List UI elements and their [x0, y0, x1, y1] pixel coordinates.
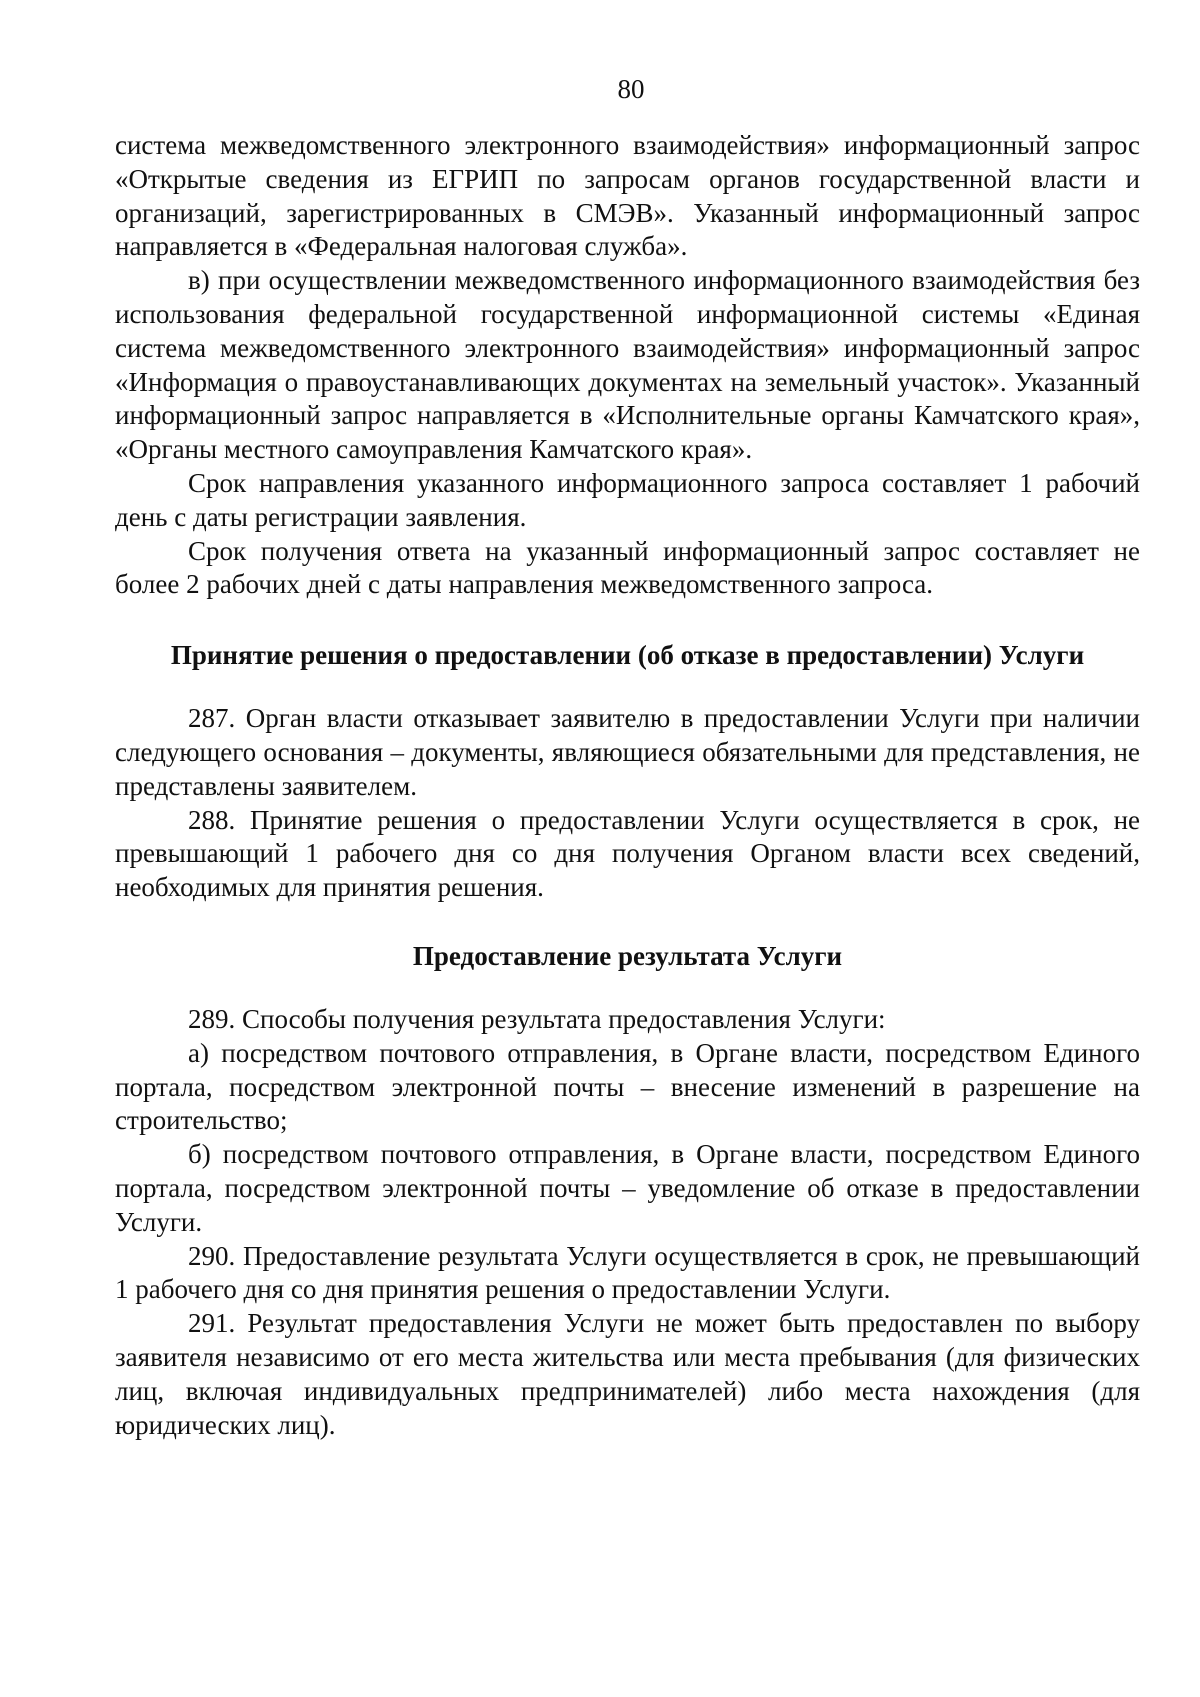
paragraph-289-b: б) посредством почтового отправления, в Органе власти, посредством Единого портала, посредством электронной почты – уведомление об отказе в предоставлении Услуги. — [115, 1139, 1140, 1237]
paragraph-289: 289. Способы получения результата предоставления Услуги: — [188, 1003, 886, 1034]
paragraph-item-v: в) при осуществлении межведомственного информационного взаимодействия без использования федеральной государственной информационной системы «Единая система межведомственного электронного взаимодействия» информационный запрос «Информация о правоустанавливающих документах на земельный участок». Указанный информационный запрос направляется в «Исполнительные органы Камчатского края», «Органы местного самоуправления Камчатского края». — [115, 265, 1140, 465]
paragraph-response-deadline: Срок получения ответа на указанный информационный запрос составляет не более 2 рабочих дней с даты направления межведомственного запроса. — [115, 535, 1140, 600]
paragraph-continuation: система межведомственного электронного взаимодействия» информационный запрос «Открытые сведения из ЕГРИП по запросам органов государственной власти и организаций, зарегистрированных в СМЭВ». Указанный информационный запрос направляется в «Федеральная налоговая служба». — [115, 130, 1140, 262]
paragraph-289-a: а) посредством почтового отправления, в Органе власти, посредством Единого портала, посредством электронной почты – внесение изменений в разрешение на строительство; — [115, 1037, 1140, 1136]
paragraph-291: 291. Результат предоставления Услуги не может быть предоставлен по выбору заявителя независимо от его места жительства или места пребывания (для физических лиц, включая индивидуальных предпринимателей) либо места нахождения (для юридических лиц). — [115, 1308, 1140, 1440]
section-heading-result-wrap — [115, 939, 1140, 973]
paragraph-288: 288. Принятие решения о предоставлении Услуги осуществляется в срок, не превышающий 1 рабочего дня со дня получения Органом власти всех сведений, необходимых для принятия решения. — [115, 804, 1140, 903]
paragraph-290: 290. Предоставление результата Услуги осуществляется в срок, не превышающий 1 рабочего дня со дня принятия решения о предоставлении Услуги. — [115, 1240, 1140, 1305]
document-body — [115, 129, 1140, 1442]
paragraph-287: 287. Орган власти отказывает заявителю в предоставлении Услуги при наличии следующего основания – документы, являющиеся обязательными для представления, не представлены заявителем. — [115, 703, 1140, 801]
section-heading-decision-wrap — [115, 638, 1140, 672]
page-number: 80 — [617, 74, 645, 104]
section-heading-result: Предоставление результата Услуги — [412, 940, 843, 971]
paragraph-request-deadline: Срок направления указанного информационного запроса составляет 1 рабочий день с даты регистрации заявления. — [115, 467, 1140, 532]
section-heading-decision: Принятие решения о предоставлении (об отказе в предоставлении) Услуги — [170, 640, 1085, 671]
